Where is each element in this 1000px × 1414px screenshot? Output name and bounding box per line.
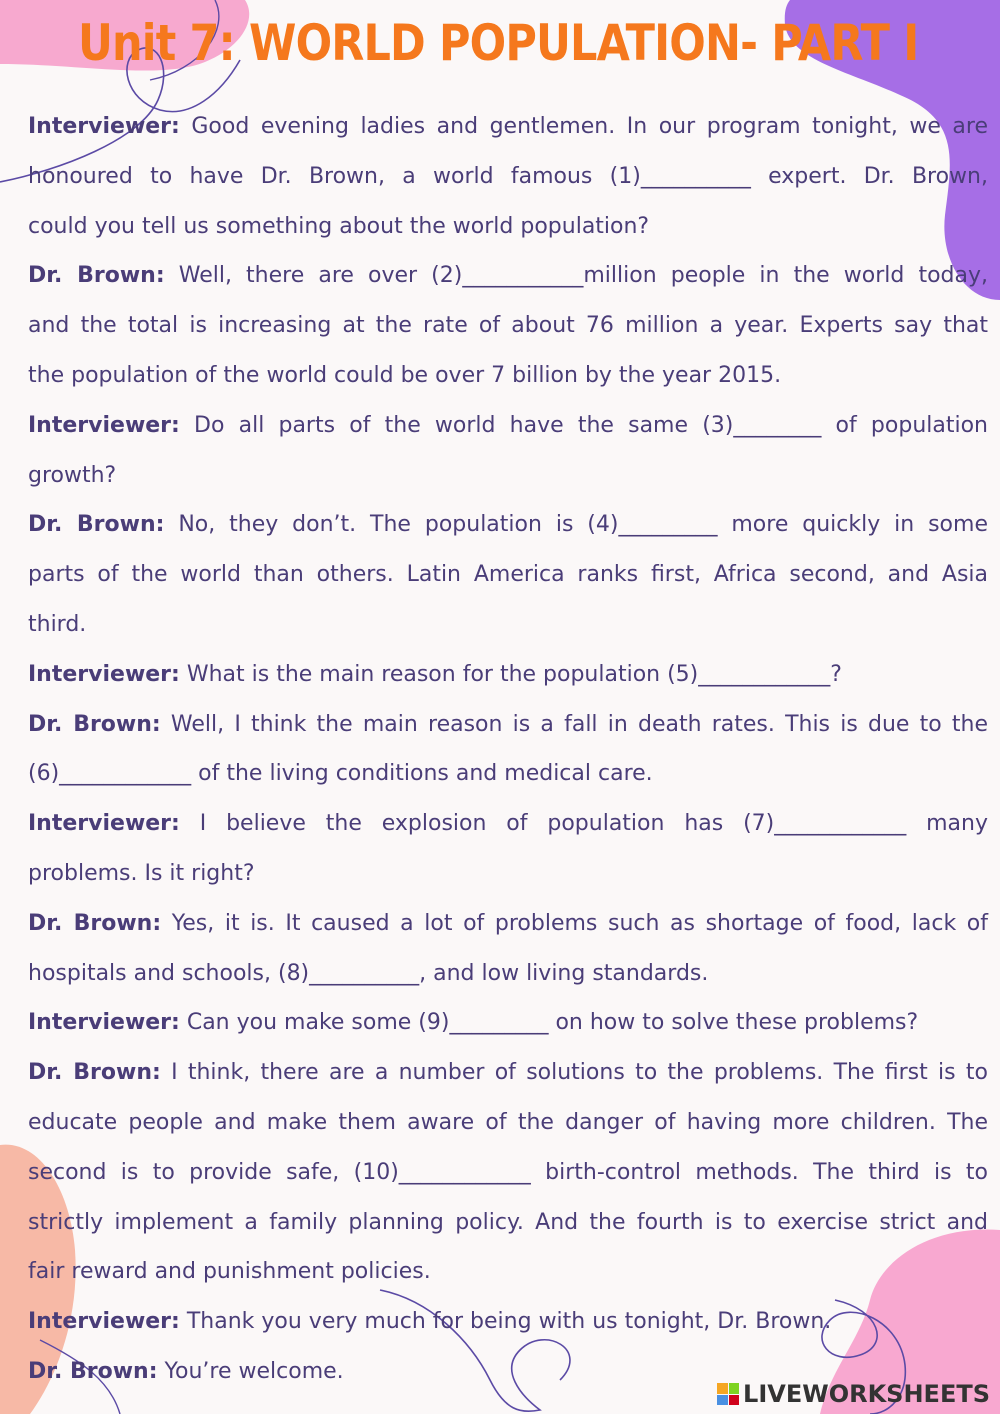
- page-title: Unit 7: WORLD POPULATION- PART I: [78, 14, 919, 72]
- line-text: You’re welcome.: [157, 1358, 344, 1384]
- line-text: Thank you very much for being with us tonight, Dr. Brown.: [179, 1309, 832, 1335]
- dialogue-line: [28, 451, 988, 501]
- dialogue-line: [28, 500, 988, 550]
- line-text: and the total is increasing at the rate of about 76 million a year. Experts say that: [28, 313, 988, 339]
- line-text: fair reward and punishment policies.: [28, 1259, 431, 1285]
- speaker-label: Interviewer:: [28, 114, 180, 139]
- line-text: Good evening ladies and gentlemen. In our program tonight, we are: [179, 114, 988, 139]
- liveworksheets-logo: [717, 1380, 990, 1408]
- line-text: I think, there are a number of solutions to the problems. The first is to: [160, 1060, 988, 1086]
- line-text: educate people and make them aware of the danger of having more children. The: [28, 1109, 988, 1135]
- speaker-label: Interviewer:: [28, 661, 180, 687]
- dialogue-line: [28, 1198, 988, 1248]
- speaker-label: Interviewer:: [28, 412, 180, 438]
- line-text: second is to provide safe, (10)____________ birth-control methods. The third is to: [28, 1159, 988, 1185]
- dialogue-line: [28, 849, 988, 899]
- line-text: (6)____________ of the living conditions and medical care.: [28, 761, 653, 787]
- dialogue-line: [28, 1297, 988, 1347]
- line-text: Well, there are over (2)___________million people in the world today,: [164, 263, 988, 289]
- dialogue-line: [28, 700, 988, 750]
- dialogue-line: [28, 998, 988, 1048]
- line-text: hospitals and schools, (8)__________, and low living standards.: [28, 960, 709, 986]
- dialogue-line: [28, 1048, 988, 1098]
- line-text: Well, I think the main reason is a fall in death rates. This is due to the: [160, 711, 989, 737]
- dialogue-line: [28, 1148, 988, 1198]
- speaker-label: Dr. Brown:: [28, 1060, 161, 1086]
- dialogue-line: [28, 799, 988, 849]
- line-text: could you tell us something about the world population?: [28, 213, 650, 239]
- speaker-label: Interviewer:: [28, 1010, 180, 1036]
- line-text: Can you make some (9)_________ on how to solve these problems?: [179, 1010, 919, 1036]
- line-text: What is the main reason for the population (5)____________?: [179, 661, 842, 687]
- speaker-label: Interviewer:: [28, 1309, 180, 1335]
- line-text: growth?: [28, 462, 117, 488]
- line-text: parts of the world than others. Latin America ranks first, Africa second, and Asia: [28, 562, 988, 588]
- dialogue-line: [28, 600, 988, 650]
- dialogue-line: [28, 949, 988, 999]
- dialogue-line: [28, 301, 988, 351]
- line-text: No, they don’t. The population is (4)_________ more quickly in some: [164, 512, 988, 538]
- speaker-label: Dr. Brown:: [28, 910, 162, 936]
- dialogue-line: [28, 550, 988, 600]
- line-text: honoured to have Dr. Brown, a world famous (1)__________ expert. Dr. Brown,: [28, 163, 988, 189]
- line-text: the population of the world could be over 7 billion by the year 2015.: [28, 362, 782, 388]
- liveworksheets-logo-icon: [717, 1383, 739, 1405]
- dialogue-line: [28, 202, 988, 252]
- speaker-label: Dr. Brown:: [28, 512, 165, 538]
- dialogue-line: [28, 899, 988, 949]
- dialogue-line: [28, 401, 988, 451]
- line-text: third.: [28, 611, 87, 637]
- dialogue-text: [28, 102, 988, 1397]
- speaker-label: Dr. Brown:: [28, 711, 161, 737]
- speaker-label: Interviewer:: [28, 811, 180, 837]
- dialogue-line: [28, 749, 988, 799]
- dialogue-line: [28, 650, 988, 700]
- dialogue-line: [28, 152, 988, 202]
- dialogue-line: [28, 1098, 988, 1148]
- speaker-label: Dr. Brown:: [28, 263, 165, 289]
- line-text: problems. Is it right?: [28, 860, 255, 886]
- dialogue-line: [28, 102, 988, 152]
- logo-text: LIVEWORKSHEETS: [743, 1380, 990, 1408]
- dialogue-line: [28, 1247, 988, 1297]
- dialogue-line: [28, 251, 988, 301]
- line-text: Do all parts of the world have the same (3)________ of population: [179, 412, 988, 438]
- line-text: Yes, it is. It caused a lot of problems such as shortage of food, lack of: [161, 910, 988, 936]
- speaker-label: Dr. Brown:: [28, 1358, 158, 1384]
- dialogue-line: [28, 351, 988, 401]
- line-text: strictly implement a family planning policy. And the fourth is to exercise strict and: [28, 1209, 988, 1235]
- line-text: I believe the explosion of population has (7)____________ many: [179, 811, 988, 837]
